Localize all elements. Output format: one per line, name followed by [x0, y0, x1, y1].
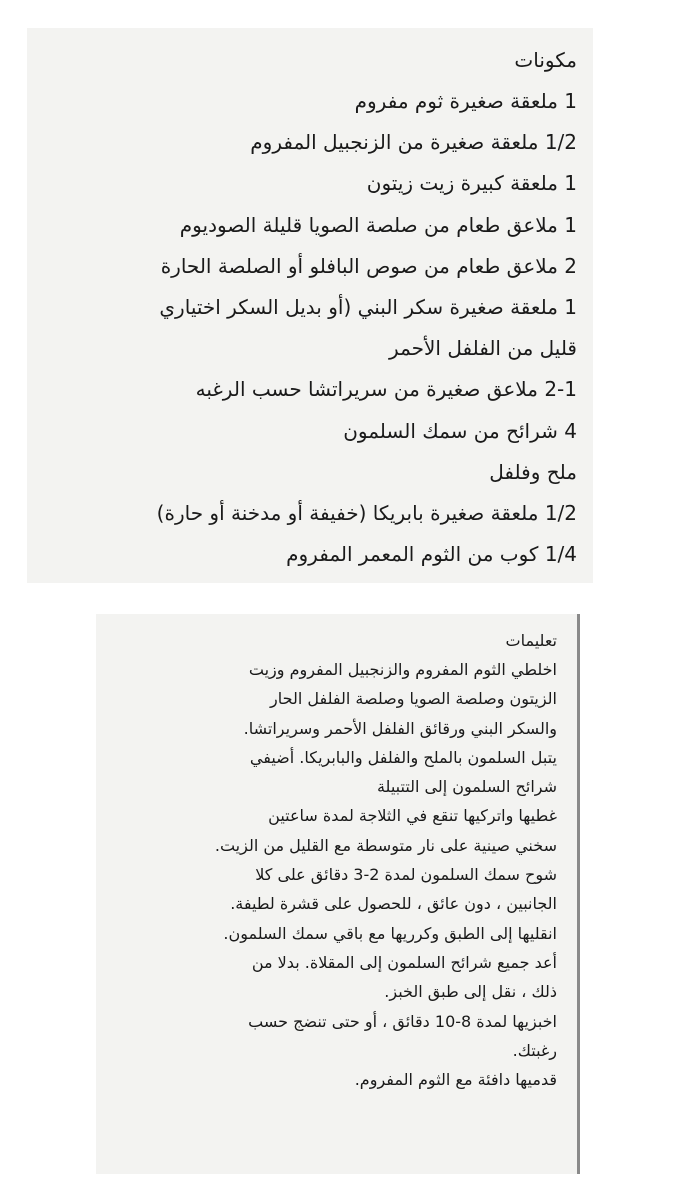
instruction-line: غطيها واتركيها تنقع في الثلاجة لمدة ساعتين: [268, 806, 557, 826]
instruction-line: قدميها دافئة مع الثوم المفروم.: [354, 1070, 557, 1090]
instruction-line: الزيتون وصلصة الصويا وصلصة الفلفل الحار: [270, 689, 557, 709]
instruction-line: يتبل السلمون بالملح والفلفل والبابريكا. أضيفي: [249, 747, 557, 767]
instruction-line: رغبتك.: [512, 1040, 557, 1060]
instruction-line: انقليها إلى الطبق وكرريها مع باقي سمك السلمون.: [223, 923, 557, 943]
instruction-line: والسكر البني ورقائق الفلفل الأحمر وسريراتشا.: [243, 718, 557, 738]
ingredient-item: 1/2 ملعقة صغيرة من الزنجبيل المفروم: [250, 130, 577, 155]
instruction-line: اخبزيها لمدة 8-10 دقائق ، أو حتى تنضج حسب: [248, 1011, 557, 1031]
ingredient-item: 1 ملعقة كبيرة زيت زيتون: [366, 171, 577, 196]
ingredient-item: ملح وفلفل: [489, 459, 577, 484]
ingredient-item: 2-1 ملاعق صغيرة من سريراتشا حسب الرغبه: [195, 377, 577, 402]
instruction-line: أعد جميع شرائح السلمون إلى المقلاة. بدلا من: [251, 952, 557, 972]
instruction-line: الجانبين ، دون عائق ، للحصول على قشرة لطيفة.: [230, 894, 557, 914]
instructions-card: [96, 614, 580, 1174]
instructions-block: [108, 626, 557, 1094]
ingredient-item: 1/4 كوب من الثوم المعمر المفروم: [286, 542, 577, 567]
ingredient-item: 2 ملاعق طعام من صوص البافلو أو الصلصة الحارة: [160, 253, 577, 278]
ingredient-item: 1/2 ملعقة صغيرة بابريكا (خفيفة أو مدخنة أو حارة): [156, 500, 577, 525]
instruction-line: شوح سمك السلمون لمدة 2-3 دقائق على كلا: [255, 865, 557, 885]
instructions-title: تعليمات: [505, 631, 557, 650]
instruction-line: اخلطي الثوم المفروم والزنجبيل المفروم وزيت: [248, 660, 557, 679]
ingredients-title: مكونات: [514, 48, 577, 72]
ingredient-item: 4 شرائح من سمك السلمون: [343, 418, 577, 443]
ingredient-item: 1 ملاعق طعام من صلصة الصويا قليلة الصوديوم: [179, 212, 577, 237]
ingredients-block: [47, 40, 577, 575]
instruction-line: ذلك ، نقل إلى طبق الخبز.: [384, 982, 557, 1002]
ingredients-card: [27, 28, 593, 583]
instruction-line: شرائح السلمون إلى التتبيلة: [376, 777, 557, 797]
ingredient-item: 1 ملعقة صغيرة ثوم مفروم: [354, 89, 577, 113]
ingredient-item: قليل من الفلفل الأحمر: [389, 336, 577, 361]
instruction-line: سخني صينية على نار متوسطة مع القليل من الزيت.: [214, 835, 557, 855]
ingredient-item: 1 ملعقة صغيرة سكر البني (أو بديل السكر اختياري: [159, 294, 577, 319]
